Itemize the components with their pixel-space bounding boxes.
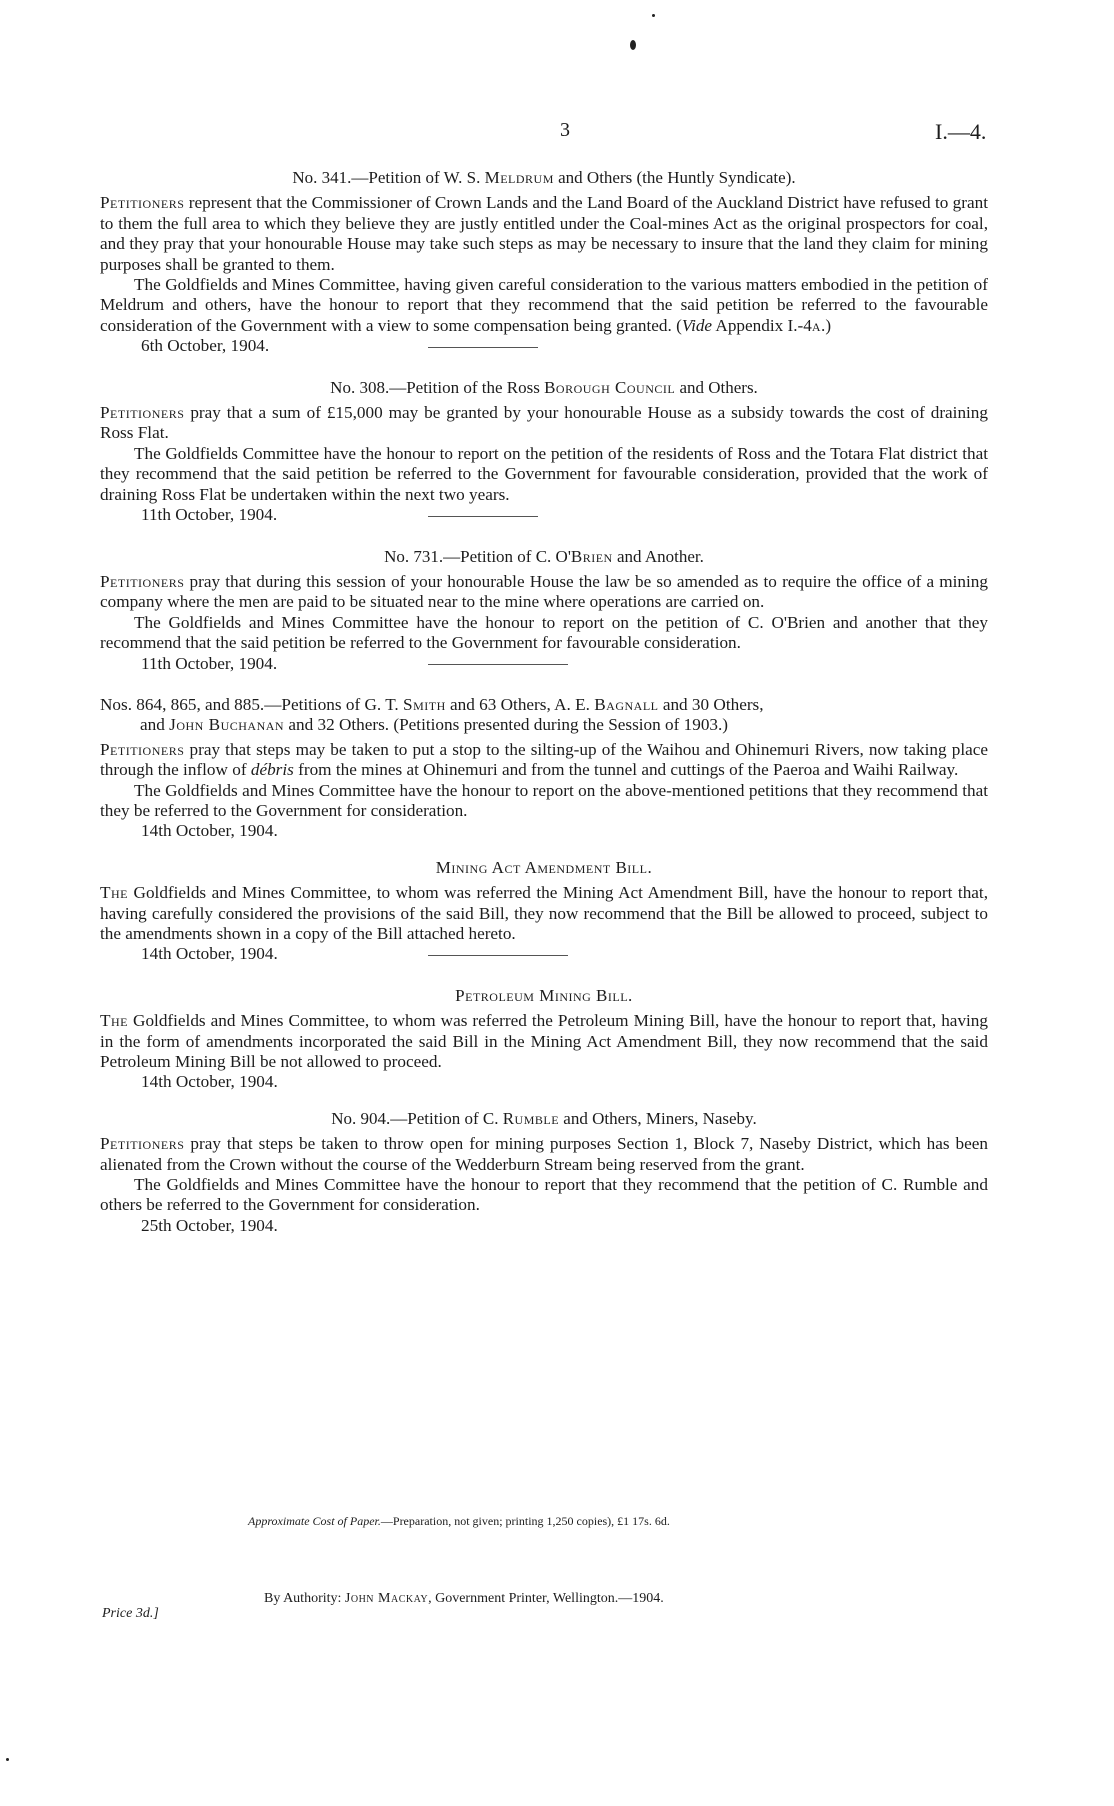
- section-divider: [428, 955, 568, 956]
- committee-report: The Goldfields and Mines Committee, having given careful consideration to the various matters embodied in the petition of Meldrum and others, have the honour to report that they recommend that the said petition be referred to the favourable consideration of the Government with a view to some compensation being granted. (Vide Appendix I.-4a.): [100, 275, 988, 335]
- report-date: 14th October, 1904.: [141, 1072, 278, 1092]
- committee-report: The Goldfields and Mines Committee, to whom was referred the Mining Act Amendment Bill, have the honour to report that, having carefully considered the provisions of the said Bill, they now recommend that the Bill be allowed to proceed, subject to the amendments shown in a copy of the Bill attached hereto.: [100, 883, 988, 943]
- section-petition-904: [100, 1109, 988, 1236]
- page-number: 3: [560, 119, 570, 141]
- committee-report: The Goldfields and Mines Committee have the honour to report that they recommend that the petition of C. Rumble and others be referred to the Government for consideration.: [100, 1175, 988, 1215]
- report-date: 6th October, 1904.: [141, 336, 270, 356]
- petition-text: Petitioners pray that during this session of your honourable House the law be so amended as to require the office of a mining company where the men are paid to be situated near to the mine where operations are carried on.: [100, 571, 988, 612]
- section-title: No. 904.—Petition of C. Rumble and Others, Miners, Naseby.: [331, 1108, 757, 1128]
- committee-report: The Goldfields Committee have the honour to report on the petition of the residents of Ross and the Totara Flat district that they recommend that the said petition be referred to the Government for favourable consideration, provided that the work of draining Ross Flat be undertaken within the next two years.: [100, 443, 988, 504]
- committee-report: The Goldfields and Mines Committee have the honour to report on the petition of C. O'Brien and another that they recommend that the said petition be referred to the Government for favourable consideration.: [100, 612, 988, 653]
- printer-authority: By Authority: John Mackay, Government Printer, Wellington.—1904.: [264, 1591, 664, 1606]
- report-date: 14th October, 1904.: [141, 821, 278, 841]
- section-divider: [428, 664, 568, 665]
- petition-text: Petitioners pray that a sum of £15,000 may be granted by your honourable House as a subsidy towards the cost of draining Ross Flat.: [100, 403, 988, 443]
- petition-text: Petitioners represent that the Commissioner of Crown Lands and the Land Board of the Auckland District have refused to grant to them the full area to which they believe they are justly entitled under the Coal-mines Act as the original prospectors for coal, and they pray that your honourable House may take such steps as may be necessary to insure that the land they claim for mining purposes shall be granted to them.: [100, 193, 988, 274]
- section-petroleum-mining-bill: [100, 986, 988, 1093]
- section-petition-731: [100, 546, 988, 673]
- section-title: No. 731.—Petition of C. O'Brien and Another.: [384, 546, 704, 566]
- report-date: 14th October, 1904.: [141, 944, 278, 964]
- section-title: No. 341.—Petition of W. S. Meldrum and Others (the Huntly Syndicate).: [292, 168, 796, 187]
- ink-speck: [652, 14, 655, 17]
- ink-blot: [630, 40, 636, 50]
- petition-text: Petitioners pray that steps may be taken to put a stop to the silting-up of the Waihou and Ohinemuri Rivers, now taking place through the inflow of débris from the mines at Ohinemuri and from the tunnel and cuttings of the Paeroa and Waihi Railway.: [100, 739, 988, 780]
- section-title: Petroleum Mining Bill.: [455, 985, 633, 1005]
- section-title: Nos. 864, 865, and 885.—Petitions of G. T. Smith and 63 Others, A. E. Bagnall and 30 Others, and John Buchanan and 32 Others. (Petitions presented during the Session of 1903.): [100, 694, 764, 735]
- section-divider: [428, 347, 538, 348]
- section-title: Mining Act Amendment Bill.: [435, 857, 653, 877]
- report-date: 11th October, 1904.: [141, 653, 278, 673]
- ink-speck: [6, 1758, 9, 1761]
- petition-text: Petitioners pray that steps be taken to throw open for mining purposes Section 1, Block 7, Naseby District, which has been alienated from the Crown without the course of the Wedderburn Stream being reserved from the grant.: [100, 1134, 988, 1174]
- page-reference: I.—4.: [935, 119, 987, 144]
- section-petition-341: [100, 168, 988, 356]
- committee-report: The Goldfields and Mines Committee, to whom was referred the Petroleum Mining Bill, have the honour to report that, having in the form of amendments incorporated the said Bill in the Mining Act Amendment Bill, they now recommend that the said Petroleum Mining Bill be not allowed to proceed.: [100, 1011, 988, 1072]
- document-body: [100, 168, 988, 1236]
- section-mining-act-amendment-bill: [100, 857, 988, 964]
- section-petitions-864-865-885: [100, 695, 988, 842]
- committee-report: The Goldfields and Mines Committee have the honour to report on the above-mentioned petitions that they recommend that they be referred to the Government for consideration.: [100, 780, 988, 820]
- section-title: No. 308.—Petition of the Ross Borough Council and Others.: [330, 377, 758, 397]
- section-divider: [428, 516, 538, 517]
- section-petition-308: [100, 377, 988, 525]
- approximate-cost-note: Approximate Cost of Paper.—Preparation, not given; printing 1,250 copies), £1 17s. 6d.: [248, 1514, 670, 1528]
- report-date: 11th October, 1904.: [141, 505, 278, 525]
- report-date: 25th October, 1904.: [141, 1215, 278, 1235]
- price: Price 3d.]: [102, 1606, 159, 1621]
